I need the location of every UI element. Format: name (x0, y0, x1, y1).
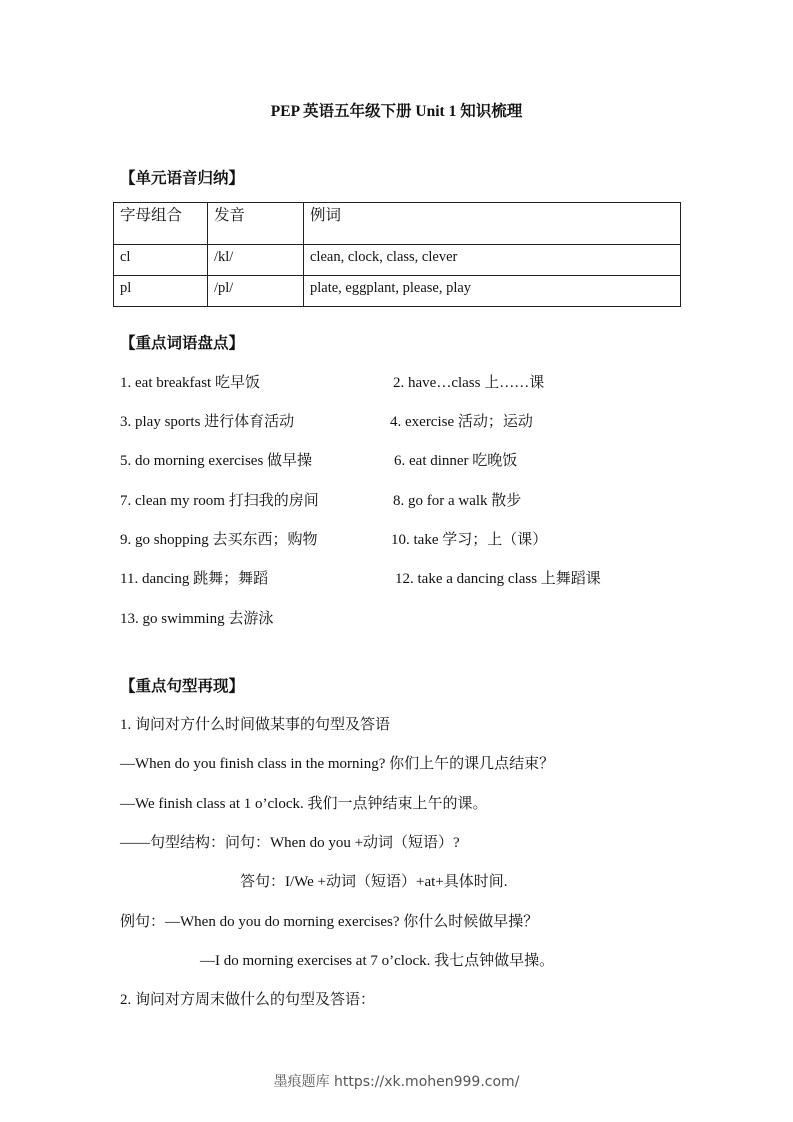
section-heading-sentences: 【重点句型再现】 (120, 678, 245, 695)
table-cell: pl (114, 276, 208, 307)
vocab-item: 9. go shopping 去买东西；购物 (120, 532, 318, 548)
sentence-line: ——句型结构：问句：When do you +动词（短语）? (120, 835, 460, 851)
table-cell: plate, eggplant, please, play (304, 276, 681, 307)
table-cell: /kl/ (208, 245, 304, 276)
table-header-cell: 例词 (304, 203, 681, 245)
sentence-line: 答句：I/We +动词（短语）+at+具体时间. (240, 874, 508, 890)
table-header-row (114, 203, 681, 245)
section-heading-vocab: 【重点词语盘点】 (120, 335, 245, 352)
vocab-item: 13. go swimming 去游泳 (120, 611, 274, 627)
vocab-item: 5. do morning exercises 做早操 (120, 453, 313, 469)
sentence-line: 2. 询问对方周末做什么的句型及答语： (120, 992, 376, 1008)
vocab-item: 8. go for a walk 散步 (393, 493, 522, 509)
vocab-item: 1. eat breakfast 吃早饭 (120, 375, 260, 391)
sentence-line: —When do you finish class in the morning? 你们上午的课几点结束？ (120, 756, 555, 772)
vocab-item: 7. clean my room 打扫我的房间 (120, 493, 319, 509)
vocab-item: 11. dancing 跳舞；舞蹈 (120, 571, 269, 587)
vocab-item: 12. take a dancing class 上舞蹈课 (395, 571, 601, 587)
sentence-line: —We finish class at 1 o’clock. 我们一点钟结束上午的课。 (120, 796, 488, 812)
vocab-item: 6. eat dinner 吃晚饭 (394, 453, 518, 469)
table-cell: /pl/ (208, 276, 304, 307)
vocab-item: 10. take 学习；上（课） (391, 532, 548, 548)
footer-watermark: 墨痕题库 https://xk.mohen999.com/ (273, 1074, 520, 1090)
table-cell: cl (114, 245, 208, 276)
table-row (114, 245, 681, 276)
section-heading-phonics: 【单元语音归纳】 (120, 170, 245, 187)
table-cell: clean, clock, class, clever (304, 245, 681, 276)
sentence-line: 例句：—When do you do morning exercises? 你什么时候做早操？ (120, 914, 539, 930)
table-row (114, 276, 681, 307)
table-header-cell: 发音 (208, 203, 304, 245)
vocab-item: 3. play sports 进行体育活动 (120, 414, 295, 430)
page-title: PEP 英语五年级下册 Unit 1 知识梳理 (270, 103, 523, 120)
sentence-line: —I do morning exercises at 7 o’clock. 我七点钟做早操。 (200, 953, 555, 969)
table-header-cell: 字母组合 (114, 203, 208, 245)
sentence-line: 1. 询问对方什么时间做某事的句型及答语 (120, 717, 391, 733)
phonics-table (113, 202, 681, 307)
vocab-item: 4. exercise 活动；运动 (390, 414, 533, 430)
vocab-item: 2. have…class 上……课 (393, 375, 545, 391)
